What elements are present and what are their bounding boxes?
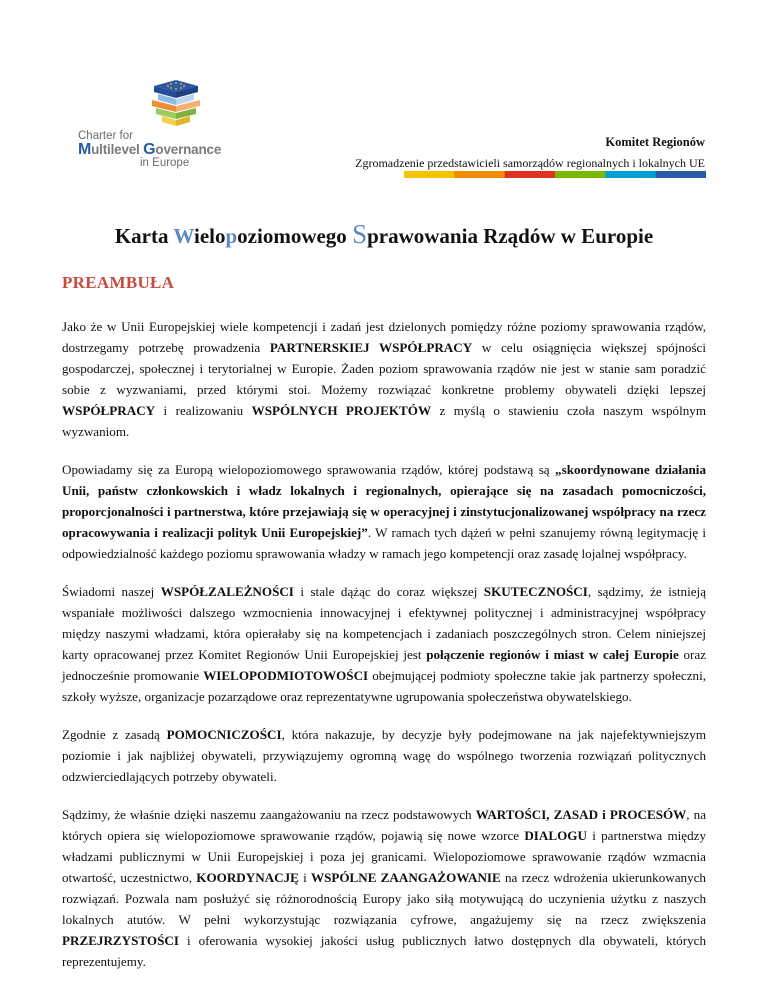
paragraph-1: Jako że w Unii Europejskiej wiele kompetencji i zadań jest dzielonych pomiędzy różne poziomy sprawowania rządów, dostrzegamy potrzebę prowadzenia PARTNERSKIEJ WSPÓŁPRACY w celu osiągnięcia większej spójności gospodarczej, społecznej i terytorialnej w Europie. Żaden poziom sprawowania rządów nie jest w stanie sam poradzić sobie z wyzwaniami, przed którymi stoi. Możemy rozwiązać konkretne problemy obywateli dzięki lepszej WSPÓŁPRACY i realizowaniu WSPÓLNYCH PROJEKTÓW z myślą o stawieniu czoła naszym wspólnym wyzwaniom.: [62, 319, 707, 439]
logo-wordmark: [78, 130, 238, 169]
document-body: [62, 316, 706, 989]
color-stripe-bar: [404, 171, 706, 178]
organization-header: [355, 134, 705, 172]
logo-line-3: in Europe: [140, 157, 190, 169]
document-title: Karta Wielopoziomowego Sprawowania Rządów w Europie: [114, 219, 654, 249]
color-stripe-segment: [505, 171, 556, 178]
charter-logo: [78, 78, 238, 186]
logo-line-2: [78, 142, 238, 157]
color-stripe-segment: [656, 171, 706, 178]
eu-stacked-cubes-icon: [136, 78, 236, 136]
paragraph-4: Zgodnie z zasadą POMOCNICZOŚCI, która nakazuje, by decyzje były podejmowane na jak najefektywniejszym poziomie i jak najbliżej obywateli, przywiązujemy ogromną wagę do wspólnego tworzenia rozwiązań politycznych odzwierciedlających potrzeby obywateli.: [62, 727, 707, 784]
paragraph-2: Opowiadamy się za Europą wielopoziomowego sprawowania rządów, której podstawą są „skoordynowane działania Unii, państw członkowskich i władz lokalnych i regionalnych, opierające się na zasadach pomocniczości, proporcjonalności i partnerstwa, które przejawiają się w operacyjnej i zinstytucjonalizowanej współpracy na rzecz opracowywania i realizacji polityk Unii Europejskiej”. W ramach tych dążeń w pełni szanujemy równą legitymację i odpowiedzialność każdego poziomu sprawowania władzy w ramach jego kompetencji oraz zasadę lojalnej współpracy.: [62, 462, 706, 561]
color-stripe-segment: [454, 171, 505, 178]
logo-line-1: Charter for: [78, 130, 133, 142]
logo-letter-g: G: [143, 141, 156, 158]
organization-subtitle: Zgromadzenie przedstawicieli samorządów regionalnych i lokalnych UE: [355, 156, 705, 170]
section-heading: PREAMBUŁA: [62, 273, 175, 292]
logo-word-multilevel: ultilevel: [91, 142, 144, 157]
color-stripe-segment: [555, 171, 606, 178]
paragraph-5: Sądzimy, że właśnie dzięki naszemu zaangażowaniu na rzecz podstawowych WARTOŚCI, ZASAD i PROCESÓW, na których opiera się wielopoziomowe sprawowanie rządów, pojawią się nowe wzorce DIALOGU i partnerstwa między władzami publicznymi w Unii Europejskiej i poza jej granicami. Wielopoziomowe sprawowanie rządów wzmacnia otwartość, uczestnictwo, KOORDYNACJĘ i WSPÓLNE ZAANGAŻOWANIE na rzecz wdrożenia ukierunkowanych rozwiązań. Pozwala nam posłużyć się różnorodnością Europy jako siłą motywującą do uczynienia użytku z naszych lokalnych atutów. W pełni wykorzystując rozwiązania cyfrowe, angażujemy się na rzecz zwiększenia PRZEJRZYSTOŚCI i oferowania wysokiej jakości usług publicznych łatwo dostępnych dla obywateli, których reprezentujemy.: [62, 807, 707, 969]
organization-title: Komitet Regionów: [605, 135, 705, 149]
logo-letter-m: M: [78, 141, 92, 158]
color-stripe-segment: [404, 171, 455, 178]
paragraph-3: Świadomi naszej WSPÓŁZALEŻNOŚCI i stale dążąc do coraz większej SKUTECZNOŚCI, sądzimy, że istnieją wspaniałe możliwości dalszego wzmocnienia innowacyjnej i efektywnej politycznej i administracyjnej współpracy między naszymi władzami, która opierałaby się na kompetencjach i zadaniach poszczególnych stron. Celem niniejszej karty opracowanej przez Komitet Regionów Unii Europejskiej jest połączenie regionów i miast w całej Europie oraz jednocześnie promowanie WIELOPODMIOTOWOŚCI obejmującej podmioty społeczne takie jak partnerzy społeczni, szkoły wyższe, organizacje pozarządowe oraz reprezentatywne ugrupowania społeczeństwa obywatelskiego.: [62, 584, 707, 704]
logo-word-governance: overnance: [155, 142, 222, 157]
color-stripe-segment: [605, 171, 656, 178]
